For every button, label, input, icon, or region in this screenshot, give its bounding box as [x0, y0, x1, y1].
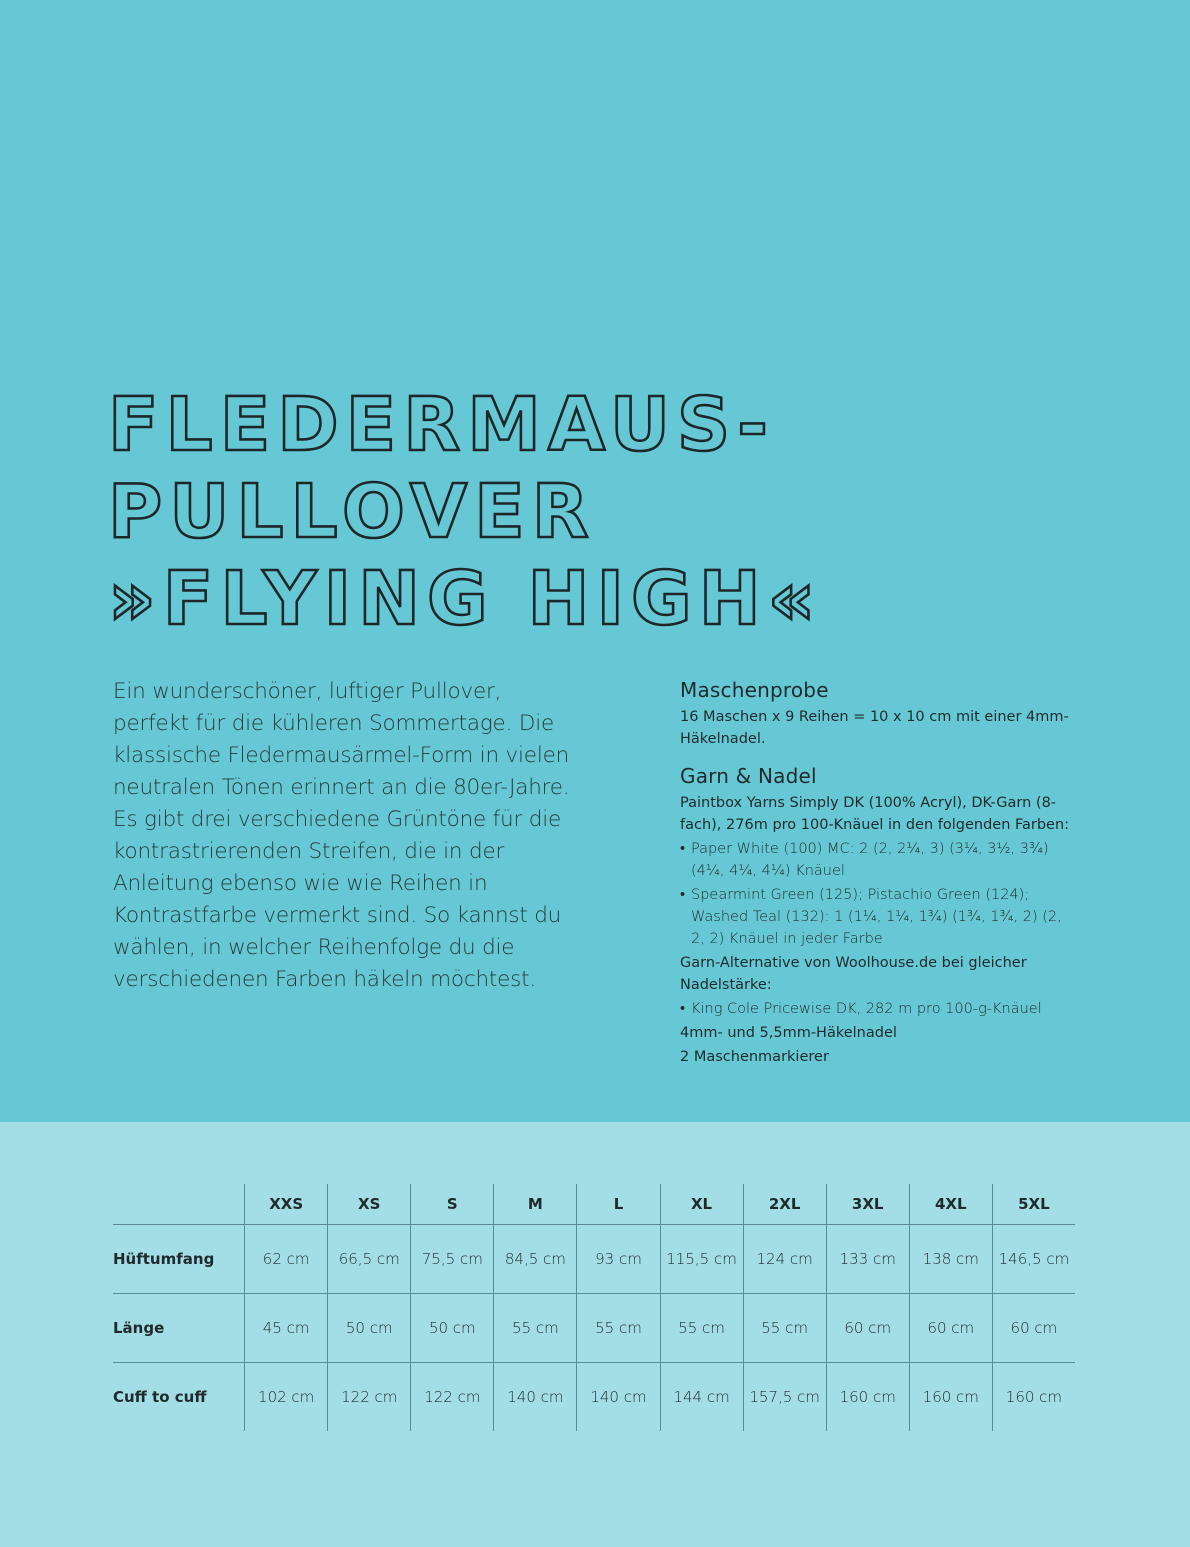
- table-row: [113, 1363, 1075, 1432]
- size-table: [113, 1184, 1075, 1431]
- table-cell: 62 cm: [245, 1225, 328, 1294]
- table-row: [113, 1225, 1075, 1294]
- table-header-row: [113, 1184, 1075, 1225]
- table-row: [113, 1294, 1075, 1363]
- size-header: 2XL: [743, 1184, 826, 1225]
- title-line-3: »FLYING HIGH«: [108, 556, 823, 642]
- table-cell: 55 cm: [660, 1294, 743, 1363]
- size-header: S: [411, 1184, 494, 1225]
- table-cell: 93 cm: [577, 1225, 660, 1294]
- markers-text: 2 Maschenmarkierer: [680, 1049, 829, 1065]
- table-cell: 138 cm: [909, 1225, 992, 1294]
- yarn-alternative-list: [680, 998, 1080, 1020]
- list-item: • Paper White (100) MC: 2 (2, 2¼, 3) (3¼, 3½, 3¾) (4¼, 4¼, 4¼) Knäuel: [680, 838, 1080, 882]
- table-cell: 75,5 cm: [411, 1225, 494, 1294]
- table-cell: 160 cm: [992, 1363, 1075, 1432]
- table-cell: 124 cm: [743, 1225, 826, 1294]
- size-header: XS: [328, 1184, 411, 1225]
- table-cell: 66,5 cm: [328, 1225, 411, 1294]
- title-line-2: PULLOVER: [108, 469, 596, 555]
- table-cell: 50 cm: [411, 1294, 494, 1363]
- table-cell: 60 cm: [992, 1294, 1075, 1363]
- table-cell: 160 cm: [826, 1363, 909, 1432]
- table-cell: 50 cm: [328, 1294, 411, 1363]
- table-cell: 160 cm: [909, 1363, 992, 1432]
- yarn-text: Paintbox Yarns Simply DK (100% Acryl), DK-Garn (8-fach), 276m pro 100-Knäuel in den folgenden Farben:: [680, 795, 1070, 833]
- row-label: Cuff to cuff: [113, 1388, 207, 1406]
- gauge-text: 16 Maschen x 9 Reihen = 10 x 10 cm mit einer 4mm-Häkelnadel.: [680, 709, 1069, 747]
- size-header: M: [494, 1184, 577, 1225]
- table-cell: 146,5 cm: [992, 1225, 1075, 1294]
- list-item: • Spearmint Green (125); Pistachio Green (124); Washed Teal (132): 1 (1¼, 1¼, 1¾) (1¾, 1¾, 2) (2, 2, 2) Knäuel in jeder Farbe: [680, 884, 1080, 950]
- table-cell: 140 cm: [494, 1363, 577, 1432]
- table-cell: 140 cm: [577, 1363, 660, 1432]
- intro-text: Ein wunderschöner, luftiger Pullover, perfekt für die kühleren Sommertage. Die klassische Fledermausärmel-Form in vielen neutralen Tönen erinnert an die 80er-Jahre. Es gibt drei verschiedene Grüntöne für die kontrastrierenden Streifen, die in der Anleitung ebenso wie wie Reihen in Kontrastfarbe vermerkt sind. So kannst du wählen, in welcher Reihenfolge du die verschiedenen Farben häkeln möchtest.: [113, 679, 570, 992]
- table-cell: 157,5 cm: [743, 1363, 826, 1432]
- table-cell: 45 cm: [245, 1294, 328, 1363]
- size-header: 4XL: [909, 1184, 992, 1225]
- size-header: L: [577, 1184, 660, 1225]
- size-header: XL: [660, 1184, 743, 1225]
- row-label: Hüftumfang: [113, 1225, 245, 1294]
- page-title: [108, 382, 822, 643]
- table-cell: 55 cm: [577, 1294, 660, 1363]
- hooks-text: 4mm- und 5,5mm-Häkelnadel: [680, 1025, 897, 1041]
- size-header: XXS: [245, 1184, 328, 1225]
- size-header: 5XL: [992, 1184, 1075, 1225]
- list-item: • King Cole Pricewise DK, 282 m pro 100-g-Knäuel: [680, 998, 1080, 1020]
- yarn-list: [680, 838, 1080, 950]
- table-cell: 55 cm: [494, 1294, 577, 1363]
- materials-info: [680, 676, 1080, 1068]
- table-cell: 60 cm: [909, 1294, 992, 1363]
- row-label: Länge: [113, 1294, 245, 1363]
- yarn-heading: Garn & Nadel: [680, 764, 817, 788]
- table-cell: 115,5 cm: [660, 1225, 743, 1294]
- yarn-alternative-text: Garn-Alternative von Woolhouse.de bei gleicher Nadelstärke:: [680, 955, 1027, 993]
- table-cell: 122 cm: [411, 1363, 494, 1432]
- table-cell: 84,5 cm: [494, 1225, 577, 1294]
- size-header: 3XL: [826, 1184, 909, 1225]
- table-cell: 55 cm: [743, 1294, 826, 1363]
- table-cell: 122 cm: [328, 1363, 411, 1432]
- table-cell: 133 cm: [826, 1225, 909, 1294]
- table-cell: 144 cm: [660, 1363, 743, 1432]
- gauge-heading: Maschenprobe: [680, 678, 829, 702]
- title-line-1: FLEDERMAUS-: [108, 382, 775, 468]
- table-cell: 102 cm: [245, 1363, 328, 1432]
- table-cell: 60 cm: [826, 1294, 909, 1363]
- table-corner-cell: [113, 1184, 245, 1225]
